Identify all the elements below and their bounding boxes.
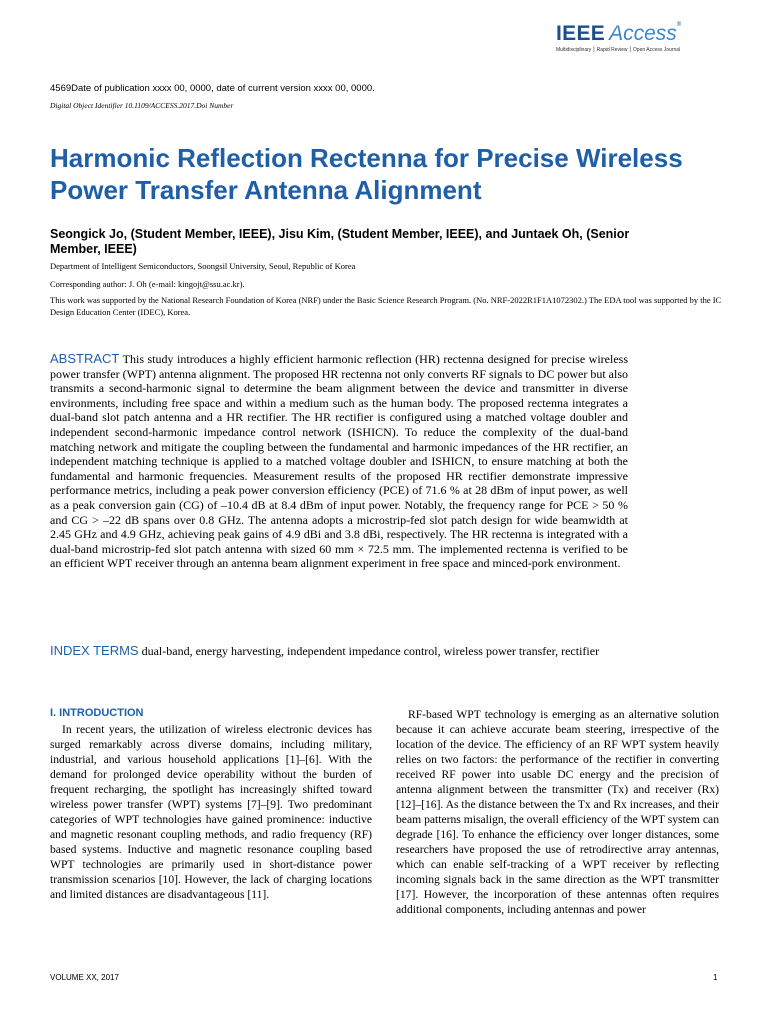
section-heading-introduction: I. INTRODUCTION [50,707,144,719]
doi-line: Digital Object Identifier 10.1109/ACCESS.2017.Doi Number [50,101,234,110]
footer-volume: VOLUME XX, 2017 [50,973,119,982]
ieee-access-logo [556,22,686,56]
abstract [50,352,628,571]
author-list: Seongick Jo, (Student Member, IEEE), Jisu Kim, (Student Member, IEEE), and Juntaek Oh, (Senior Member, IEEE) [50,227,630,256]
abstract-heading: ABSTRACT [50,351,120,366]
intro-left-column: In recent years, the utilization of wireless electronic devices has surged remarkably across diverse domains, including military, industrial, and various household applications [1]–[6]. With the demand for prolonged device operability without the burden of frequent recharging, the spotlight has increasingly shifted toward wireless power transfer (WPT) systems [7]–[9]. Two predominant categories of WPT technologies have gained prominence: inductive and magnetic resonant coupling methods, and radio frequency (RF) based systems. Inductive and magnetic resonance coupling based WPT technologies are primarily used in short-distance power transmission scenarios [10]. However, the lack of charging locations and limited distances are disadvantageous [11]. [50,723,372,901]
publication-date: 4569Date of publication xxxx 00, 0000, date of current version xxxx 00, 0000. [50,83,375,94]
logo-ieee-text: IEEE [556,22,606,45]
logo-trademark: ® [676,22,682,28]
index-terms [50,643,628,659]
footer-page-number: 1 [713,973,718,982]
paper-title: Harmonic Reflection Rectenna for Precise Wireless Power Transfer Antenna Alignment [50,143,683,205]
corresponding-author: Corresponding author: J. Oh (e-mail: kingojt@ssu.ac.kr). [50,279,245,289]
intro-right-column: RF-based WPT technology is emerging as an alternative solution because it can achieve accurate beam steering, irrespective of the location of the device. The efficiency of an RF WPT system heavily relies on two factors: the performance of the rectifier in converting received RF power into usable DC energy and the precision of antenna alignment between the transmitter (Tx) and receiver (Rx) [12]–[16]. As the distance between the Tx and Rx increases, and their beam patterns misalign, the overall efficiency of the WPT system can degrade [16]. To enhance the efficiency over longer distances, some researchers have proposed the use of retrodirective array antennas, which can enable self-tracking of a WPT receiver by reflecting incoming signals back in the same direction as the WPT transmitter [17]. However, the incorporation of these antennas often requires additional components, including antennas and power [396,708,719,916]
affiliation: Department of Intelligent Semiconductors, Soongsil University, Seoul, Republic of Korea [50,261,356,271]
logo-access-text: Access [609,22,677,45]
funding-note: This work was supported by the National Research Foundation of Korea (NRF) under the Basic Science Research Program. (No. NRF-2022R1F1A1072302.) The EDA tool was supported by the IC Design Education Center (IDEC), Korea. [50,295,722,317]
logo-tagline: Multidisciplinary ⎮ Rapid Review ⎮ Open Access Journal [556,47,681,53]
index-terms-text: dual-band, energy harvesting, independent impedance control, wireless power transfer, rectifier [141,644,600,658]
abstract-text: This study introduces a highly efficient harmonic reflection (HR) rectenna designed for precise wireless power transfer (WPT) antenna alignment. The proposed HR rectenna not only converts RF signals to DC power but also transmits a second-harmonic signal to determine the beam alignment between the device and transmitter in diverse environments, including free space and within a medium such as the human body. The proposed rectenna integrates a dual-band slot patch antenna and a HR rectifier. The HR rectifier is configured using a matched voltage doubler and independent second-harmonic impedance control network (ISHICN). To reduce the complexity of the dual-band matching network and mitigate the coupling between the fundamental and harmonic impedances of the HR rectifier, an independent matching technique is applied to a matched voltage doubler and ISHICN, to ensure matching at both the fundamental and harmonic frequencies. Measurement results of the proposed HR rectifier demonstrate impressive performance metrics, including a peak power conversion efficiency (PCE) of 71.6 % at 28 dBm of input power, as well as a peak conversion gain (CG) of –10.4 dB at 8.4 dBm of input power. Notably, the frequency range for PCE > 50 % and CG > –22 dB spans over 0.8 GHz. The antenna adopts a microstrip-fed slot patch design for wide beamwidth at 2.45 GHz and 4.9 GHz, achieving peak gains of 4.9 dBi and 3.8 dBi, respectively. The HR rectenna is integrated with a dual-band microstrip-fed slot patch antenna with sized 60 mm × 72.5 mm. The implemented rectenna is verified to be an efficient WPT receiver through an antenna beam alignment experiment in free space and minced-pork environment. [50,352,628,571]
index-terms-heading: INDEX TERMS [50,643,139,658]
